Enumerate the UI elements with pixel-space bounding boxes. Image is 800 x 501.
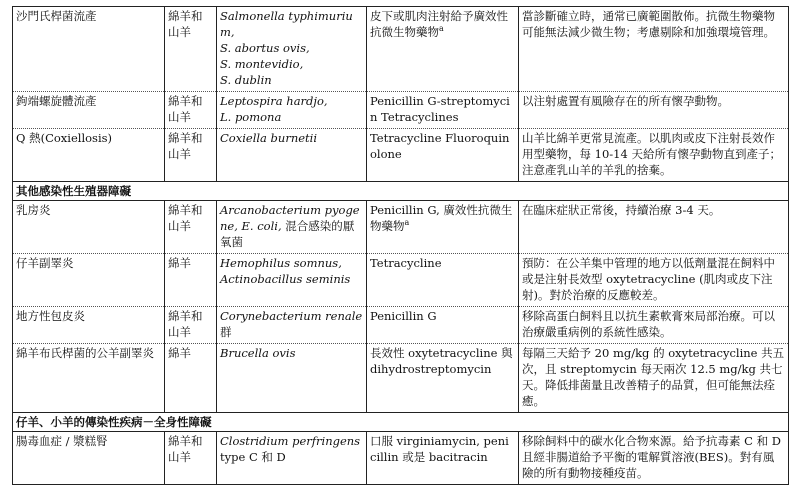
disease-cell: 地方性包皮炎 (13, 307, 165, 344)
remarks-cell: 以注射處置有風險存在的所有懷孕動物。 (519, 92, 789, 129)
table-row (13, 7, 789, 92)
pathogen-name: S. montevidio, (220, 57, 304, 71)
treatment-cell (367, 201, 519, 254)
pathogen-cell (217, 254, 367, 307)
drug-table (12, 6, 789, 485)
treatment-cell: Penicillin G-streptomycin Tetracyclines (367, 92, 519, 129)
disease-cell: 綿羊布氏桿菌的公羊副睪炎 (13, 344, 165, 413)
pathogen-name: S. dublin (220, 73, 272, 87)
disease-cell: 仔羊副睪炎 (13, 254, 165, 307)
remarks-cell: 預防：在公羊集中管理的地方以低劑量混在飼料中或是注射長效型 oxytetracycline (肌肉或皮下注射)。對於治療的反應較差。 (519, 254, 789, 307)
table-row (13, 92, 789, 129)
treatment-cell: Tetracycline (367, 254, 519, 307)
species-cell: 綿羊和山羊 (165, 201, 217, 254)
species-cell: 綿羊和山羊 (165, 92, 217, 129)
treatment-cell (367, 7, 519, 92)
treatment-cell: Tetracycline Fluoroquinolone (367, 129, 519, 182)
pathogen-cell (217, 129, 367, 182)
treatment-cell: 長效性 oxytetracycline 與 dihydrostreptomycin (367, 344, 519, 413)
species-cell: 綿羊和山羊 (165, 307, 217, 344)
remarks-cell: 山羊比綿羊更常見流產。以肌肉或皮下注射長效作用型藥物，每 10-14 天給所有懷孕動物直到產子；注意產乳山羊的羊乳的捨棄。 (519, 129, 789, 182)
disease-cell: 乳房炎 (13, 201, 165, 254)
species-cell: 綿羊和山羊 (165, 7, 217, 92)
table-row (13, 129, 789, 182)
species-cell: 綿羊 (165, 344, 217, 413)
section-title: 仔羊、小羊的傳染性疾病－全身性障礙 (13, 413, 789, 432)
pathogen-cell (217, 432, 367, 485)
table-row (13, 344, 789, 413)
pathogen-name: Salmonella typhimurium, (220, 9, 353, 39)
section-header-row (13, 413, 789, 432)
pathogen-cell (217, 201, 367, 254)
species-cell: 綿羊和山羊 (165, 432, 217, 485)
table-row (13, 201, 789, 254)
pathogen-name: Corynebacterium renale (220, 309, 363, 323)
remarks-cell: 移除飼料中的碳水化合物來源。給予抗毒素 C 和 D 且經非腸道給予平衡的電解質溶液(BES)。對有風險的所有動物接種疫苗。 (519, 432, 789, 485)
species-cell: 綿羊和山羊 (165, 129, 217, 182)
pathogen-name: Brucella ovis (220, 346, 296, 360)
species-cell: 綿羊 (165, 254, 217, 307)
table-row (13, 307, 789, 344)
pathogen-note: type C 和 D (220, 450, 286, 464)
table-row (13, 432, 789, 485)
pathogen-name: Arcanobacterium pyogene, E. coli, (220, 203, 360, 233)
footnote-marker: a (404, 218, 410, 228)
treatment-cell: 口服 virginiamycin, penicillin 或是 bacitracin (367, 432, 519, 485)
pathogen-cell (217, 307, 367, 344)
pathogen-cell (217, 344, 367, 413)
remarks-cell: 當診斷確立時，通常已廣範圍散佈。抗微生物藥物可能無法減少微生物；考慮剔除和加強環境管理。 (519, 7, 789, 92)
pathogen-note: 群 (220, 325, 232, 339)
pathogen-name: L. pomona (220, 110, 282, 124)
disease-cell: 沙門氏桿菌流產 (13, 7, 165, 92)
disease-cell: Q 熱(Coxiellosis) (13, 129, 165, 182)
pathogen-note: 混合感染的厭氧菌 (220, 219, 355, 249)
pathogen-cell (217, 7, 367, 92)
remarks-cell: 在臨床症狀正常後，持續治療 3-4 天。 (519, 201, 789, 254)
section-header-row (13, 182, 789, 201)
disease-cell: 鉤端螺旋體流產 (13, 92, 165, 129)
pathogen-name: Clostridium perfringens (220, 434, 361, 448)
treatment-text: 皮下或肌肉注射給予廣效性抗微生物藥物 (370, 9, 508, 39)
footnote-marker: a (439, 24, 444, 34)
pathogen-name: S. abortus ovis, (220, 41, 310, 55)
pathogen-cell (217, 92, 367, 129)
pathogen-name: Coxiella burnetii (220, 131, 318, 145)
disease-cell: 腸毒血症 / 漿糕腎 (13, 432, 165, 485)
pathogen-name: Leptospira hardjo, (220, 94, 328, 108)
treatment-text: Penicillin G, 廣效性抗微生物藥物 (370, 203, 513, 233)
remarks-cell: 每隔三天給予 20 mg/kg 的 oxytetracycline 共五次，且 streptomycin 每天兩次 12.5 mg/kg 共七天。降低排菌量且改善精子的品質，但可能無法痊癒。 (519, 344, 789, 413)
remarks-cell: 移除高蛋白飼料且以抗生素軟膏來局部治療。可以治療嚴重病例的系統性感染。 (519, 307, 789, 344)
table-row (13, 254, 789, 307)
treatment-cell: Penicillin G (367, 307, 519, 344)
pathogen-name: Actinobacillus seminis (220, 272, 351, 286)
pathogen-name: Hemophilus somnus, (220, 256, 342, 270)
section-title: 其他感染性生殖器障礙 (13, 182, 789, 201)
